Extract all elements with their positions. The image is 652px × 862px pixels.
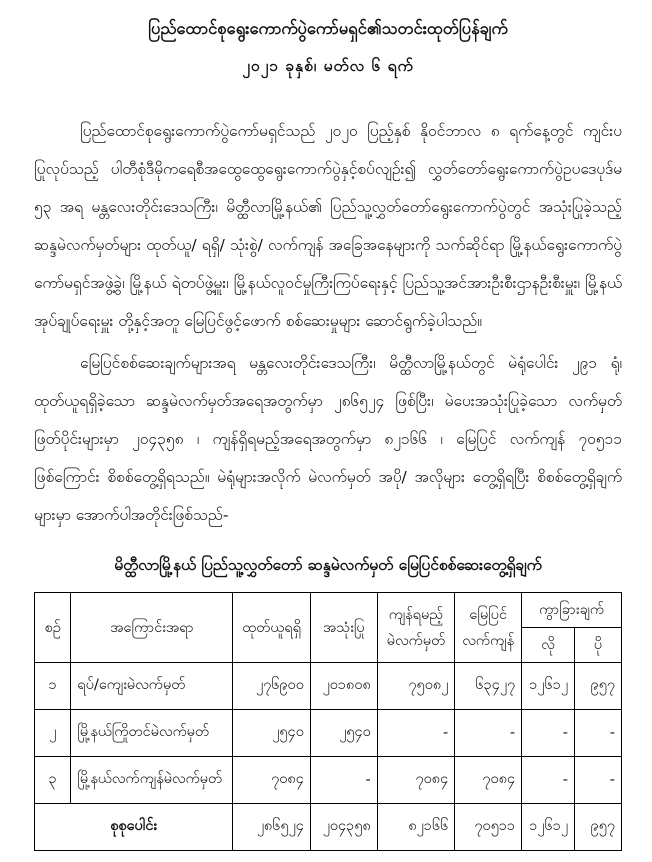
table-total-row xyxy=(35,804,622,851)
total-ground-remain: ၇၀၅၁၁ xyxy=(455,804,522,851)
row1-no: ၁ xyxy=(35,663,71,710)
row1-subject: ရပ်/ကျေးမဲလက်မှတ် xyxy=(71,663,233,710)
document-title: ပြည်ထောင်စုရွေးကောက်ပွဲကော်မရှင်၏သတင်းထုတ်ပြန်ချက် xyxy=(148,19,508,38)
row3-used: - xyxy=(310,757,377,804)
header-issued: ထုတ်ယူရရှိ xyxy=(233,593,310,663)
header-no: စဉ် xyxy=(35,593,71,663)
row1-diff-short: ၁၂၆၁၂ xyxy=(522,663,575,710)
header-ground-remain: မြေပြင် လက်ကျန် xyxy=(455,593,522,663)
row3-issued: ၇၀၈၄ xyxy=(233,757,310,804)
row3-diff-short: - xyxy=(522,757,575,804)
row2-no: ၂ xyxy=(35,710,71,757)
row1-issued: ၂၇၆၉၀၀ xyxy=(233,663,310,710)
header-should-remain: ကျန်ရမည့် မဲလက်မှတ် xyxy=(377,593,454,663)
row2-should-remain: - xyxy=(377,710,454,757)
total-label: စုစုပေါင်း xyxy=(35,804,233,851)
row1-ground-remain: ၆၃၄၂၇ xyxy=(455,663,522,710)
header-diff-short: လို xyxy=(522,628,575,663)
table-row xyxy=(35,710,622,757)
row2-diff-short: - xyxy=(522,710,575,757)
table-title: မိတ္ထီလာမြို့နယ် ပြည်သူ့လွှတ်တော် ဆန္ဒမဲလက်မှတ် မြေပြင်စစ်ဆေးတွေ့ရှိချက် xyxy=(114,556,542,575)
table-row xyxy=(35,663,622,710)
header-diff-over: ပို xyxy=(574,628,621,663)
row3-ground-remain: ၇၀၈၄ xyxy=(455,757,522,804)
total-should-remain: ၈၂၁၆၆ xyxy=(377,804,454,851)
row3-diff-over: - xyxy=(574,757,621,804)
row3-subject: မြို့နယ်လက်ကျန်မဲလက်မှတ် xyxy=(71,757,233,804)
row1-used: ၂၀၁၈၀၈ xyxy=(310,663,377,710)
paragraph-2: မြေပြင်စစ်ဆေးချက်များအရ မန္တလေးတိုင်းဒေသကြီး၊ မိတ္ထီလာမြို့နယ်တွင် မဲရုံပေါင်း ၂၉၁ ရုံ၊ ထုတ်ယူရရှိခဲ့သော ဆန္ဒမဲလက်မှတ်အရေအတွက်မှာ ၂၈၆၅၂၄ ဖြစ်ပြီး၊ မဲပေးအသုံးပြုခဲ့သော လက်မှတ်ဖြတ်ပိုင်းများမှာ ၂၀၄၃၅၈ ၊ ကျန်ရှိရမည့်အရေအတွက်မှာ ၈၂၁၆၆ ၊ မြေပြင် လက်ကျန် ၇၀၅၁၁ ဖြစ်ကြောင်း စိစစ်တွေ့ရှိရသည်။ မဲရုံများအလိုက် မဲလက်မှတ် အပို/ အလိုများ တွေ့ရှိရပြီး စိစစ်တွေ့ရှိချက်များမှာ အောက်ပါအတိုင်းဖြစ်သည်- xyxy=(34,354,622,525)
header-subject: အကြောင်းအရာ xyxy=(71,593,233,663)
table-row xyxy=(35,757,622,804)
header-used: အသုံးပြု xyxy=(310,593,377,663)
row1-should-remain: ၇၅၀၈၂ xyxy=(377,663,454,710)
row3-no: ၃ xyxy=(35,757,71,804)
paragraph-1: ပြည်ထောင်စုရွေးကောက်ပွဲကော်မရှင်သည် ၂၀၂၀ ပြည့်နှစ် နိုဝင်ဘာလ ၈ ရက်နေ့တွင် ကျင်းပပြုလုပ်သည့် ပါတီစုံဒီမိုကရေစီအထွေထွေရွေးကောက်ပွဲနှင့်စပ်လျဉ်း၍ လွှတ်တော်ရွေးကောက်ပွဲဥပဒေပုဒ်မ ၅၃ အရ မန္တလေးတိုင်းဒေသကြီး၊ မိတ္ထီလာမြို့နယ်၏ ပြည်သူ့လွှတ်တော်ရွေးကောက်ပွဲတွင် အသုံးပြုခဲ့သည့် ဆန္ဒမဲလက်မှတ်များ ထုတ်ယူ/ ရရှိ/ သုံးစွဲ/ လက်ကျန် အခြေအနေများကို သက်ဆိုင်ရာ မြို့နယ်ရွေးကောက်ပွဲကော်မရှင်အဖွဲ့ခွဲ၊ မြို့နယ် ရဲတပ်ဖွဲ့မှူး၊ မြို့နယ်လူဝင်မှုကြီးကြပ်ရေးနှင့် ပြည်သူ့အင်အားဦးစီးဌာနဦးစီးမှူး၊ မြို့နယ် အုပ်ချုပ်ရေးမှူး တို့နှင့်အတူ မြေပြင်ဖွင့်ဖောက် စစ်ဆေးမှုများ ဆောင်ရွက်ခဲ့ပါသည်။ xyxy=(34,122,622,331)
header-difference: ကွာခြားချက် xyxy=(522,593,622,628)
table-header-row xyxy=(35,593,622,628)
row2-subject: မြို့နယ်ကြိုတင်မဲလက်မှတ် xyxy=(71,710,233,757)
total-used: ၂၀၄၃၅၈ xyxy=(310,804,377,851)
row2-used: ၂၅၄၀ xyxy=(310,710,377,757)
total-issued: ၂၈၆၅၂၄ xyxy=(233,804,310,851)
row2-issued: ၂၅၄၀ xyxy=(233,710,310,757)
document-date: ၂၀၂၁ ခုနှစ်၊ မတ်လ ၆ ရက် xyxy=(242,57,414,76)
ballot-audit-table xyxy=(34,592,622,851)
total-diff-over: ၉၅၇ xyxy=(574,804,621,851)
row1-diff-over: ၉၅၇ xyxy=(574,663,621,710)
row3-should-remain: ၇၀၈၄ xyxy=(377,757,454,804)
total-diff-short: ၁၂၆၁၂ xyxy=(522,804,575,851)
row2-diff-over: - xyxy=(574,710,621,757)
row2-ground-remain: - xyxy=(455,710,522,757)
